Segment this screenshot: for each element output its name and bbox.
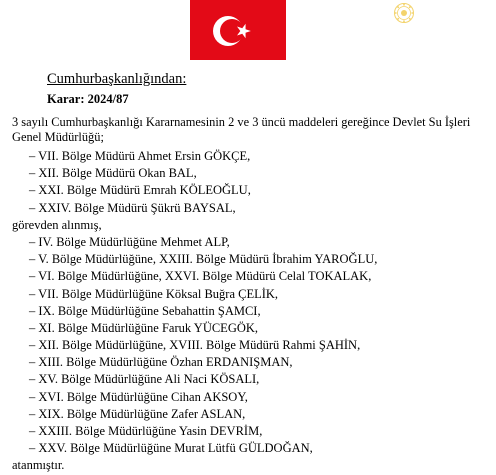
appointed-item: – XIX. Bölge Müdürlüğüne Zafer ASLAN,: [29, 406, 246, 421]
appointed-item: – XI. Bölge Müdürlüğüne Faruk YÜCEGÖK,: [29, 320, 259, 335]
dismissed-item: – XII. Bölge Müdürü Okan BAL,: [29, 166, 197, 181]
appointed-item: – XII. Bölge Müdürlüğüne, XVIII. Bölge Müdürü Rahmi ŞAHİN,: [29, 338, 361, 353]
appointed-tail: atanmıştır.: [12, 458, 65, 473]
appointed-item: – XIII. Bölge Müdürlüğüne Özhan ERDANIŞMAN,: [29, 355, 293, 370]
dismissed-item: – XXIV. Bölge Müdürü Şükrü BAYSAL,: [29, 200, 236, 215]
dismissed-tail: görevden alınmış,: [12, 217, 102, 232]
appointed-item: – VI. Bölge Müdürlüğüne, XXVI. Bölge Müdürü Celal TOKALAK,: [29, 269, 372, 284]
appointed-item: – VII. Bölge Müdürlüğüne Köksal Buğra ÇELİK,: [29, 286, 279, 301]
appointed-item: – V. Bölge Müdürlüğüne, XXIII. Bölge Müdürü İbrahim YAROĞLU,: [29, 252, 378, 267]
appointed-item: – XVI. Bölge Müdürlüğüne Cihan AKSOY,: [29, 389, 248, 404]
appointed-item: – IV. Bölge Müdürlüğüne Mehmet ALP,: [29, 234, 230, 249]
appointed-item: – XXIII. Bölge Müdürlüğüne Yasin DEVRİM,: [29, 424, 263, 438]
appointed-item: – IX. Bölge Müdürlüğüne Sebahattin ŞAMCI,: [29, 303, 261, 318]
presidential-seal-icon: [393, 2, 415, 24]
decision-intro: 3 sayılı Cumhurbaşkanlığı Kararnamesinin 2 ve 3 üncü maddeleri gereğince Devlet Su İşleri Genel Müdürlüğü;: [12, 115, 471, 144]
appointed-item: – XV. Bölge Müdürlüğüne Ali Naci KÖSALI,: [29, 372, 260, 387]
appointed-item: – XXV. Bölge Müdürlüğüne Murat Lütfü GÜLDOĞAN,: [29, 441, 313, 456]
issuer-heading: Cumhurbaşkanlığından:: [47, 71, 187, 87]
dismissed-item: – XXI. Bölge Müdürü Emrah KÖLEOĞLU,: [29, 183, 251, 198]
turkish-flag-icon: [190, 0, 286, 60]
decision-body: [0, 148, 496, 475]
dismissed-item: – VII. Bölge Müdürü Ahmet Ersin GÖKÇE,: [29, 149, 251, 163]
decision-number: Karar: 2024/87: [47, 92, 129, 106]
